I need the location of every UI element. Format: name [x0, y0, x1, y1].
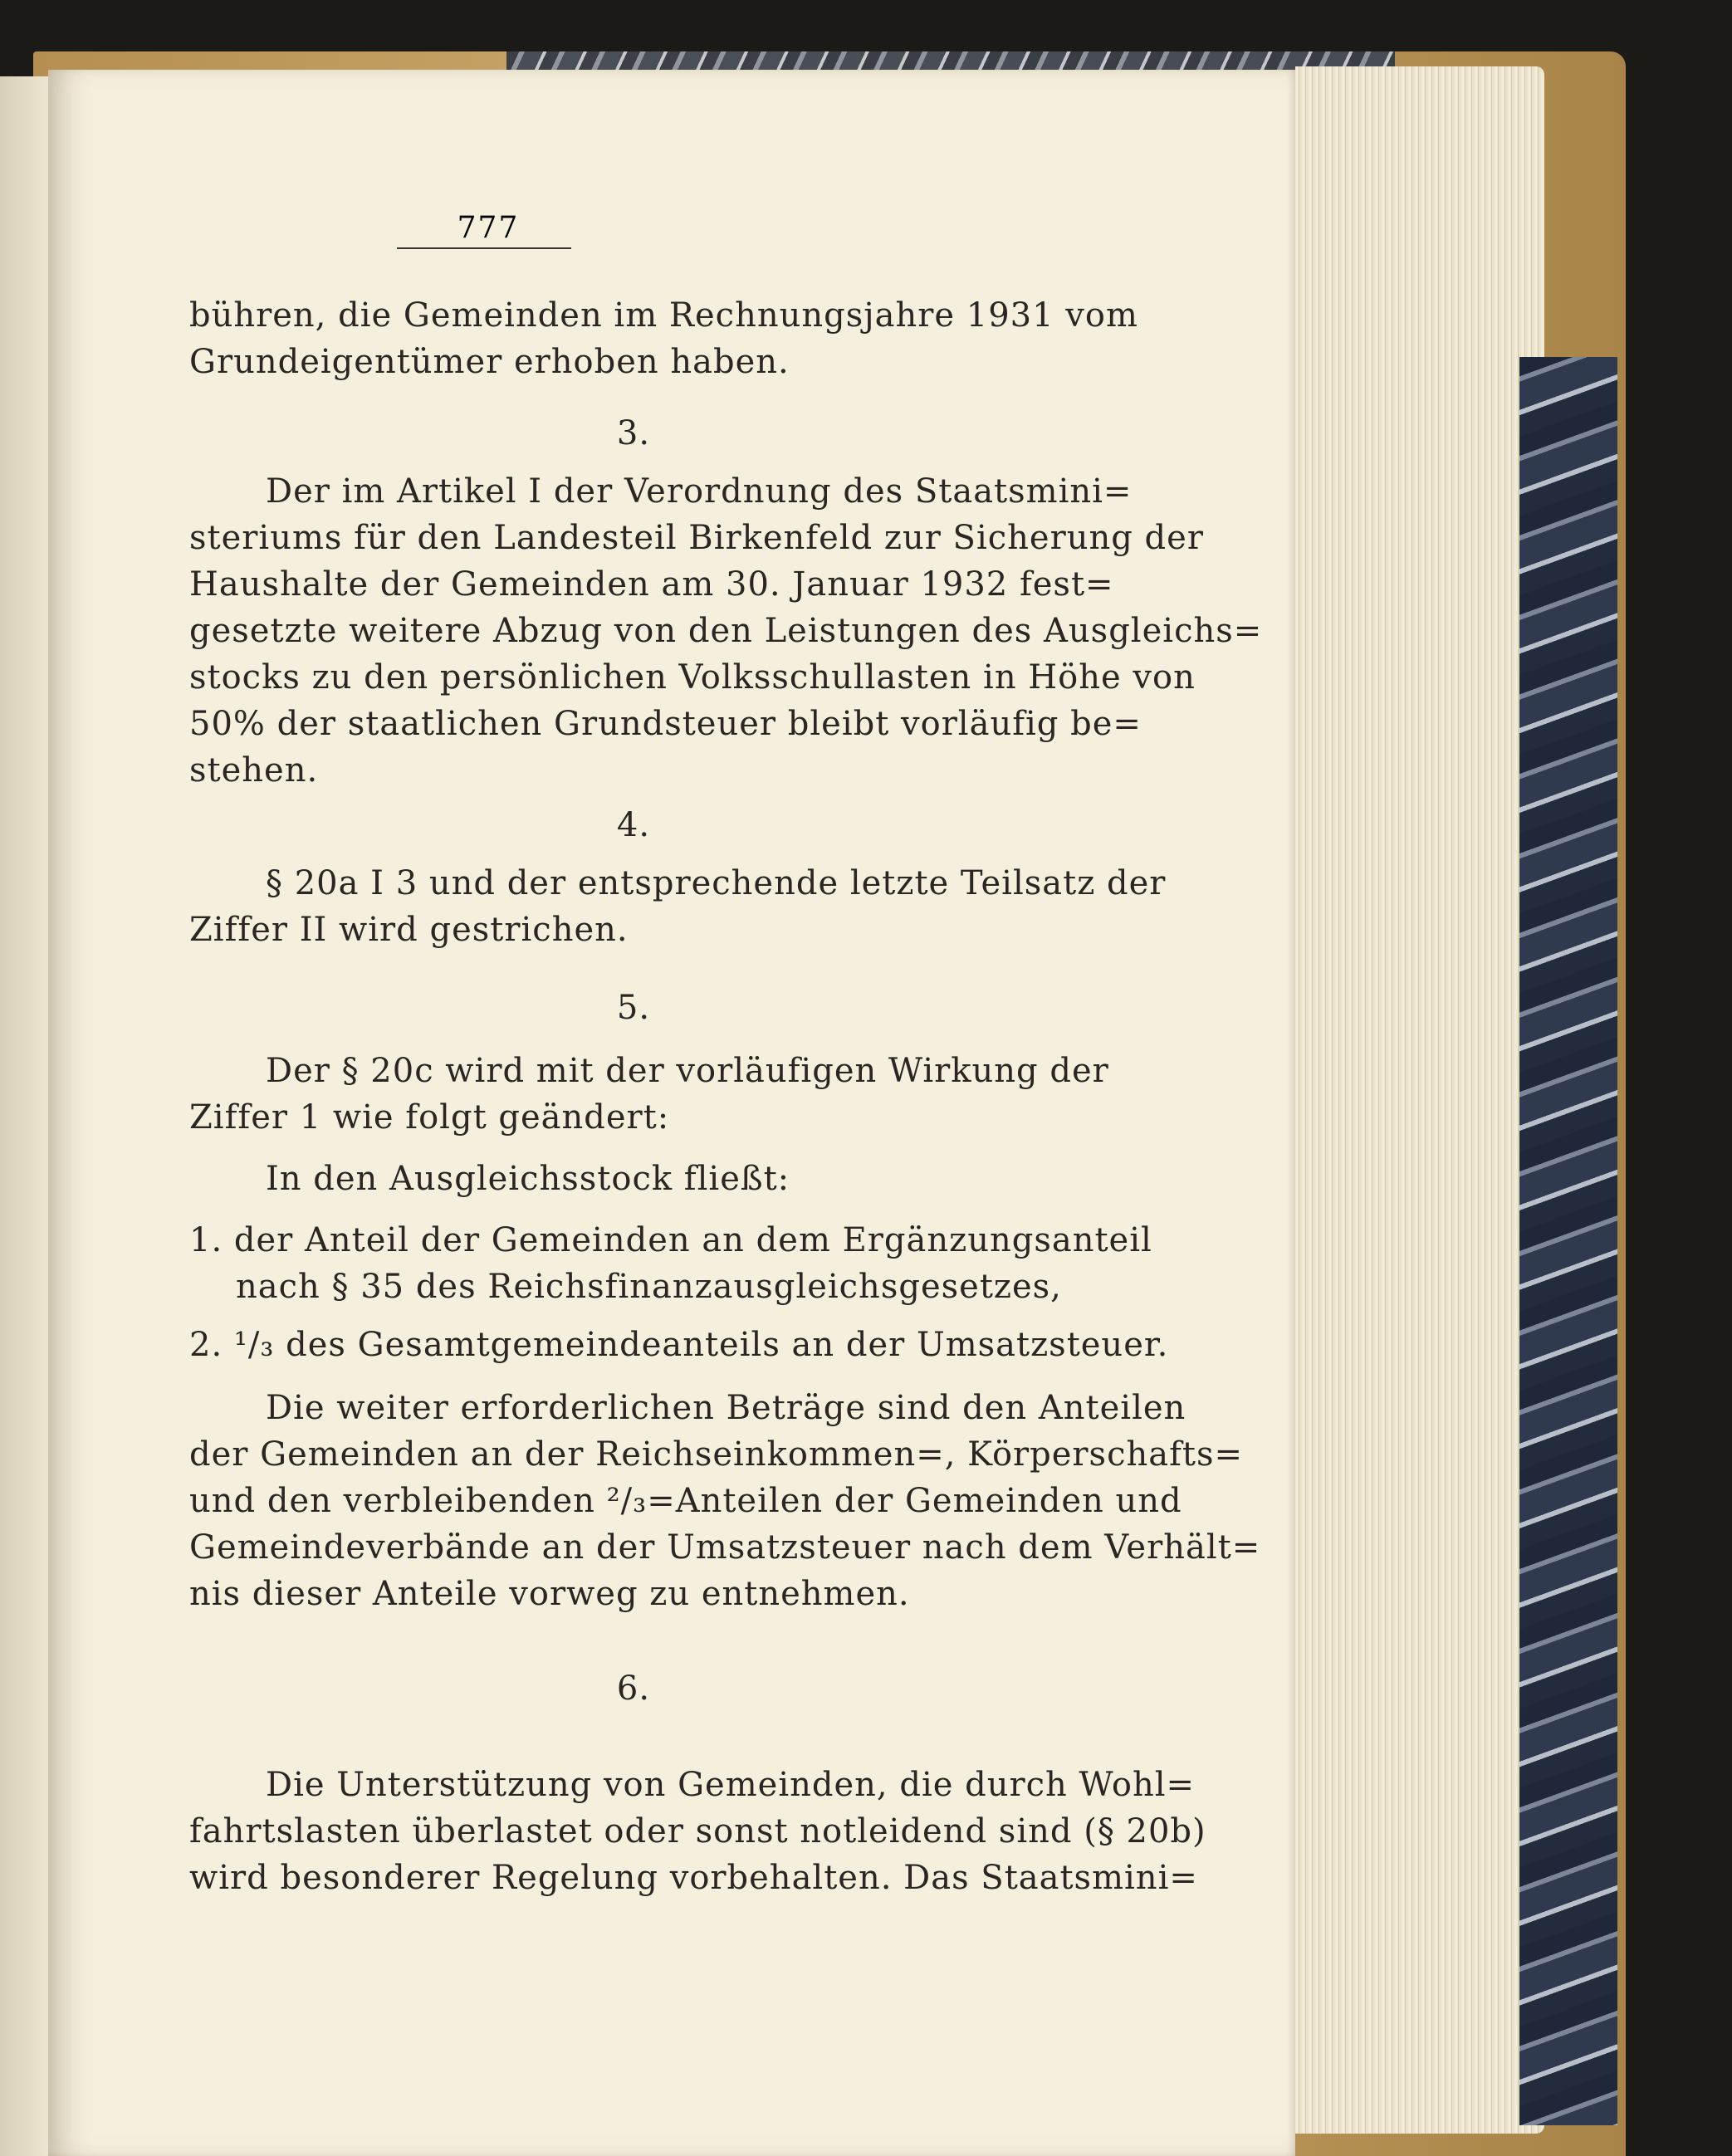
text-line: bühren, die Gemeinden im Rechnungsjahre 1931 vom — [189, 296, 1138, 335]
text-line: stocks zu den persönlichen Volksschullasten in Höhe von — [189, 658, 1196, 697]
section-number: 4. — [616, 806, 651, 844]
text-line: fahrtslasten überlastet oder sonst notleidend sind (§ 20b) — [189, 1812, 1206, 1850]
text-line: wird besonderer Regelung vorbehalten. Das Staatsmini= — [189, 1859, 1198, 1897]
text-line: Gemeindeverbände an der Umsatzsteuer nach dem Verhält= — [189, 1528, 1261, 1567]
left-page-edge — [0, 76, 51, 2156]
text-line: Ziffer II wird gestrichen. — [189, 911, 629, 949]
text-line: Die weiter erforderlichen Beträge sind den Anteilen — [266, 1389, 1186, 1427]
list-item: 2. ¹/₃ des Gesamtgemeindeanteils an der Umsatzsteuer. — [189, 1326, 1169, 1364]
section-number: 5. — [616, 989, 651, 1027]
text-line: der Gemeinden an der Reichseinkommen=, Körperschafts= — [189, 1435, 1244, 1474]
text-line: § 20a I 3 und der entsprechende letzte Teilsatz der — [266, 864, 1167, 902]
text-line: In den Ausgleichsstock fließt: — [266, 1160, 790, 1198]
text-line: Grundeigentümer erhoben haben. — [189, 343, 790, 381]
list-item-continuation: nach § 35 des Reichsfinanzausgleichsgesetzes, — [236, 1268, 1062, 1306]
text-line: gesetzte weitere Abzug von den Leistungen des Ausgleichs= — [189, 612, 1263, 650]
text-line: steriums für den Landesteil Birkenfeld zur Sicherung der — [189, 519, 1204, 557]
text-line: Der im Artikel I der Verordnung des Staatsmini= — [266, 472, 1133, 511]
text-line: und den verbleibenden ²/₃=Anteilen der Gemeinden und — [189, 1482, 1182, 1520]
section-number: 6. — [616, 1670, 651, 1708]
page-stack — [1295, 66, 1544, 2134]
list-item: 1. der Anteil der Gemeinden an dem Ergänzungsanteil — [189, 1221, 1152, 1259]
header-rule — [397, 247, 571, 249]
text-line: Der § 20c wird mit der vorläufigen Wirkung der — [266, 1052, 1109, 1090]
text-line: Die Unterstützung von Gemeinden, die durch Wohl= — [266, 1766, 1196, 1804]
page-number: 777 — [457, 211, 520, 245]
text-line: 50% der staatlichen Grundsteuer bleibt vorläufig be= — [189, 705, 1142, 743]
text-line: nis dieser Anteile vorweg zu entnehmen. — [189, 1575, 910, 1613]
text-line: Ziffer 1 wie folgt geändert: — [189, 1098, 670, 1137]
text-line: stehen. — [189, 751, 319, 790]
text-line: Haushalte der Gemeinden am 30. Januar 1932 fest= — [189, 565, 1114, 604]
book-page — [48, 70, 1295, 2156]
marbled-cover-edge — [1519, 357, 1617, 2125]
section-number: 3. — [616, 414, 651, 452]
